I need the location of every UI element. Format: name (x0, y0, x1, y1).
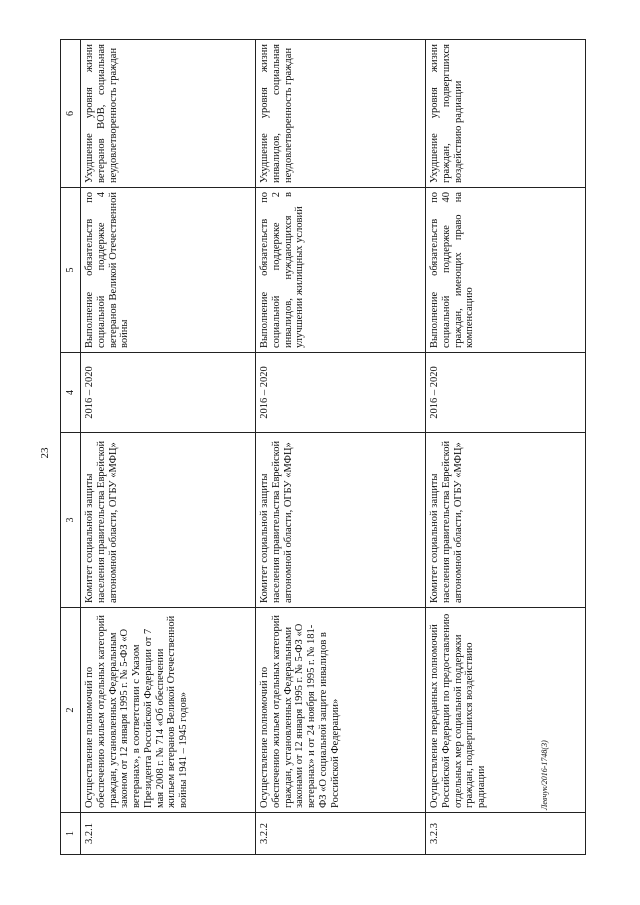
executor-cell: Комитет социальной защиты населения правительства Еврейской автономной области, ОГБУ «МФЦ» (426, 433, 586, 608)
period-cell: 2016 – 2020 (256, 353, 426, 433)
table-row (426, 40, 586, 855)
header-col-3: 3 (61, 433, 81, 608)
activity-cell: Осуществление переданных полномочий Российской Федерации по предоставлению отдельных мер социальной поддержки граждан, подвергшихся воздействию радиации (426, 608, 586, 813)
risk-cell: Ухудшение уровня жизни инвалидов, социальная неудовлетворенность граждан (256, 40, 426, 188)
program-measures-table (60, 39, 586, 855)
rotated-table-container (60, 40, 600, 855)
executor-cell: Комитет социальной защиты населения правительства Еврейской автономной области, ОГБУ «МФЦ» (256, 433, 426, 608)
page-number: 23 (39, 447, 51, 459)
header-col-1: 1 (61, 813, 81, 855)
row-number: 3.2.3 (426, 813, 586, 855)
result-cell: Выполнение обязательств по социальной поддержке 2 инвалидов, нуждающихся в улучшении жилищных условий (256, 188, 426, 353)
header-col-4: 4 (61, 353, 81, 433)
activity-cell: Осуществление полномочий по обеспечению жильем отдельных категорий граждан, установленных Федеральными законами от 12 января 1995 г. № 5-ФЗ «О ветеранах» и от 24 ноября 1995 г. № 181-ФЗ «О социальной защите инвалидов в Российской Федерации» (256, 608, 426, 813)
row-number: 3.2.2 (256, 813, 426, 855)
result-cell: Выполнение обязательств по социальной поддержке 40 граждан, имеющих право на компенсацию (426, 188, 586, 353)
document-code: Левчук/2016-1748(3) (540, 740, 549, 810)
result-cell: Выполнение обязательств по социальной поддержке 4 ветеранов Великой Отечественной войны (81, 188, 256, 353)
table-row (256, 40, 426, 855)
header-col-5: 5 (61, 188, 81, 353)
period-cell: 2016 – 2020 (81, 353, 256, 433)
period-cell: 2016 – 2020 (426, 353, 586, 433)
risk-cell: Ухудшение уровня жизни граждан, подвергшихся воздействию радиации (426, 40, 586, 188)
activity-cell: Осуществление полномочий по обеспечению жильем отдельных категорий граждан, установленных Федеральным законом от 12 января 1995 г. № 5-ФЗ «О ветеранах», в соответствии с Указом Президента Российской Федерации от 7 мая 2008 г. № 714 «Об обеспечении жильем ветеранов Великой Отечественной войны 1941 – 1945 годов» (81, 608, 256, 813)
table-header-row (61, 40, 81, 855)
row-number: 3.2.1 (81, 813, 256, 855)
header-col-2: 2 (61, 608, 81, 813)
executor-cell: Комитет социальной защиты населения правительства Еврейской автономной области, ОГБУ «МФЦ» (81, 433, 256, 608)
risk-cell: Ухудшение уровня жизни ветеранов ВОВ, социальная неудовлетворенность граждан (81, 40, 256, 188)
header-col-6: 6 (61, 40, 81, 188)
table-row (81, 40, 256, 855)
